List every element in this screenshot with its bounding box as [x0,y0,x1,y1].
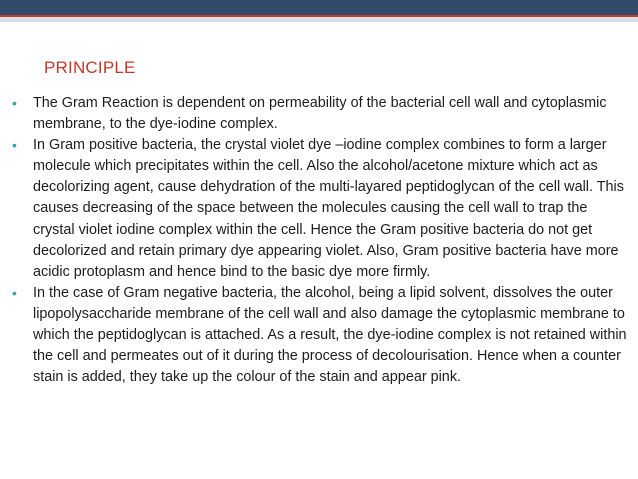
bullet-dot: • [12,137,17,154]
bullet-item [10,283,628,388]
bullet-text: In the case of Gram negative bacteria, the alcohol, being a lipid solvent, dissolves the outer lipopolysaccharide membrane of the cell wall and also damage the cytoplasmic membrane to which the peptidoglycan is attached. As a result, the dye-iodine complex is not retained within the cell and permeates out of it during the process of decolourisation. Hence when a counter stain is added, they take up the colour of the stain and appear pink. [33,284,627,386]
slide-title: PRINCIPLE [44,58,136,77]
header-banner [0,0,638,22]
bullet-list [10,93,628,388]
bullet-item [10,93,628,135]
bullet-text: In Gram positive bacteria, the crystal violet dye –iodine complex combines to form a larger molecule which precipitates within the cell. Also the alcohol/acetone mixture which act as decolorizing agent, cause dehydration of the multi-layared peptidoglycan of the cell wall. This causes decreasing of the space between the molecules causing the cell wall to trap the crystal violet iodine complex within the cell. Hence the Gram positive bacteria do not get decolorized and retain primary dye appearing violet. Also, Gram positive bacteria have more acidic protoplasm and hence bind to the basic dye more firmly. [33,137,624,280]
bullet-item [10,135,628,283]
bullet-dot: • [12,284,17,301]
banner-light-band [0,17,638,22]
bullet-text: The Gram Reaction is dependent on permeability of the bacterial cell wall and cytoplasmic membrane, to the dye-iodine complex. [33,95,607,133]
bullet-dot: • [12,95,17,111]
banner-dark-band [0,0,638,15]
